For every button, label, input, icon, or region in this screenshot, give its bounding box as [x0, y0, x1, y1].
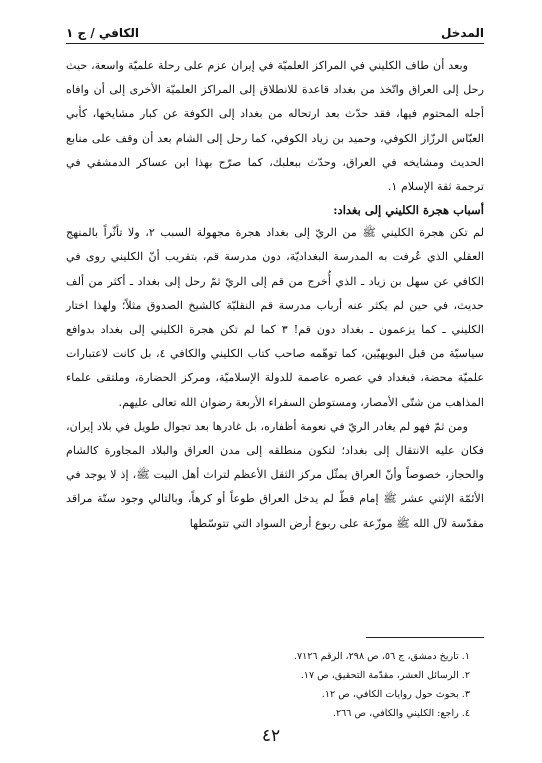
footnote: ٢. الرسائل العشر، مقدّمة التحقيق، ص ١٧. [300, 670, 470, 681]
page-number: ٤٢ [261, 726, 281, 746]
paragraph: ومن ثمّ فهو لم يغادر الريّ في نعومة أظفاره، بل غادرها بعد تجوال طويل في بلاد إيران، فكان عليه الانتقال إلى بغداد؛ لتكون منطلقه إلى مدن العراق والبلاد المجاورة كالشام والحجاز، خصوصاً وأنّ العراق يمثّل مركز الثقل الأعظم لتراث أهل البيت ﷺ، إذ لا يوجد في الأئمّة الإثني عشر ﷺ إمام قطّ لم يدخل العراق طوعاً أو كرهاً، وبالتالي وجود ستّة مراقد مقدّسة لآل الله ﷺ موزّعة على ربوع أرض السواد التي تتوسّطها [66, 419, 484, 530]
footnote: ٣. بحوث حول روايات الكافي، ص ١٢. [321, 689, 470, 700]
main-text [66, 54, 484, 536]
paragraph: لم تكن هجرة الكليني ﷺ من الريّ إلى بغداد هجرة مجهولة السبب ٢، ولا تأثّراً بالمنهج العقلي الذي عُرفت به المدرسة البغداديّة، دون مدرسة قم، بتقريب أنّ الكليني روى في الكافي عن سهل بن زياد ـ الذي أُخرج من قم إلى الريّ ثمّ رحل إلى بغداد ـ أكثر من ألف حديث، في حين لم يكثر عنه أرباب مدرسة قم النقليّة كالشيخ الصدوق مثلاً؛ ولهذا اختار الكليني ـ كما يزعمون ـ بغداد دون قم! ٣ كما لم تكن هجرة الكليني إلى بغداد بدوافع سياسيّة من قبل البويهيّين، كما توهّمه صاحب كتاب الكليني والكافي ٤، بل كانت لاعتبارات علميّة محضة، فبغداد في عصره عاصمة للدولة الإسلاميّة، ومركز الحضارة، وملتقى علماء المذاهب من شتّى الأمصار، ومستوطن السفراء الأربعة رضوان الله تعالى عليهم. [66, 226, 484, 409]
footnote-divider [366, 637, 484, 638]
section-heading: أسباب هجرة الكليني إلى بغداد: [333, 203, 484, 218]
chapter-title: المدخل [441, 26, 484, 40]
running-header [66, 22, 484, 40]
footnote: ١. تاريخ دمشق، ج ٥٦، ص ٢٩٨، الرقم ٧١٢٦. [293, 651, 470, 662]
book-volume-title: الكافي / ج ١ [66, 26, 139, 40]
paragraph: وبعد أن طاف الكليني في المراكز العلميّة في إيران عزم على رحلة علميّة واسعة، حيث رحل إلى العراق واتّخذ من بغداد قاعدة للانطلاق إلى المراكز العلميّة الأخرى إلى أن وافاه أجله المحتوم فيها، فقد حدّث بعد ارتحاله من بغداد إلى الكوفة عن كبار مشايخها، كأبي العبّاس الرزّاز الكوفي، وحميد بن زياد الكوفي، كما رحل إلى الشام بعد أن وقف على منابع الحديث ومشايخه في العراق، وحدّث ببعلبك، كما صرّح بهذا ابن عساكر الدمشقي في ترجمة ثقة الإسلام ١. [66, 59, 484, 194]
header-divider [66, 43, 484, 44]
footnotes [66, 647, 484, 723]
footnote: ٤. راجع: الكليني والكافي، ص ٢٦٦. [332, 708, 470, 719]
